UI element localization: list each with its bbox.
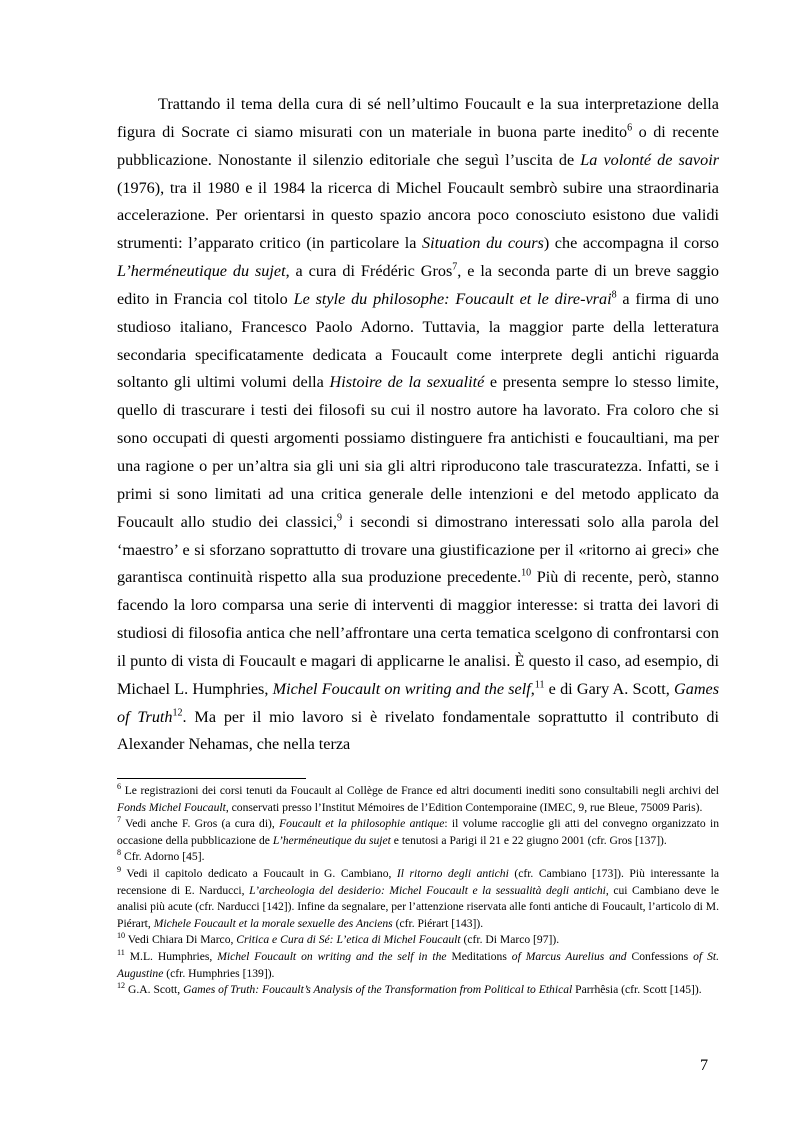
footnote-text: (cfr. Di Marco [97]).	[460, 933, 560, 947]
text-run: o di recente pubblicazione. Nonostante il silenzio editoriale che seguì l’uscita de	[117, 122, 719, 169]
page-number: 7	[700, 1056, 709, 1074]
footnote-number: 8	[117, 848, 122, 858]
footnote-text: : il volume raccoglie gli atti del convegno organizzato in occasione della pubblicazione de	[117, 817, 719, 847]
footnote-text: (cfr. Piérart [143]).	[392, 916, 484, 930]
footnote-separator	[117, 778, 306, 779]
footnote-6	[117, 783, 719, 816]
text-run: , e la seconda parte di un breve saggio edito in Francia col titolo	[117, 262, 719, 308]
footnote-number: 9	[117, 865, 122, 875]
footnote-italic: of Marcus Aurelius and	[511, 949, 627, 963]
footnote-italic: Games of Truth: Foucault’s Analysis of the Transformation from Political to Ethical	[183, 983, 573, 997]
footnote-text: G.A. Scott,	[125, 983, 184, 997]
footnote-number: 11	[117, 948, 125, 958]
text-run: . Ma per il mio lavoro si è rivelato fondamentale soprattutto il contributo di Alexander Nehamas, che nella terza	[117, 707, 719, 754]
title-la-volonte-de-savoir: La volonté de savoir	[580, 150, 719, 169]
body-paragraph	[117, 91, 719, 759]
footnote-text: Confessions	[626, 949, 694, 963]
footnote-text: Vedi il capitolo dedicato a Foucault in G. Cambiano,	[121, 866, 397, 880]
title-hermeneutique-du-sujet: L’herméneutique du sujet	[117, 262, 286, 281]
footnote-ref-12[interactable]: 12	[172, 707, 183, 719]
footnote-italic: L’archeologia del desiderio: Michel Foucault e la sessualità degli antichi	[249, 883, 606, 897]
footnote-number: 6	[117, 782, 122, 792]
footnote-number: 10	[117, 931, 126, 941]
text-run: e di Gary A. Scott,	[544, 679, 675, 698]
footnote-ref-7[interactable]: 7	[452, 261, 458, 273]
footnote-text: (cfr. Cambiano [173]). Più interessante la recensione di E. Narducci,	[117, 866, 719, 897]
footnote-text: e tenutosi a Parigi il 21 e 22 giugno 2001 (cfr. Gros [137]).	[390, 833, 667, 847]
title-histoire-de-la-sexualite: Histoire de la sexualité	[329, 373, 485, 392]
footnote-italic: Foucault et la philosophie antique	[279, 817, 445, 831]
text-run: ,	[530, 679, 535, 698]
footnote-text: (cfr. Humphries [139]).	[163, 966, 275, 980]
footnote-italic: Critica e Cura di Sé: L’etica di Michel Foucault	[236, 933, 461, 947]
footnote-italic: Michel Foucault on writing and the self in the	[217, 949, 447, 963]
text-run: a firma di uno studioso italiano, Francesco Paolo Adorno. Tuttavia, la maggior parte della letteratura secondaria specificatamente dedicata a Foucault come interprete degli antichi riguarda soltanto gli ultimi volumi della	[117, 289, 720, 392]
footnote-8	[117, 849, 719, 866]
footnote-italic: Michele Foucault et la morale sexuelle des Anciens	[153, 916, 393, 930]
footnote-text: Meditations	[446, 949, 512, 963]
footnote-text: Vedi anche F. Gros (a cura di),	[121, 817, 280, 831]
text-run: e presenta sempre lo stesso limite, quello di trascurare i testi dei filosofi su cui il nostro autore ha lavorato. Fra coloro che si sono occupati di questi argomenti possiamo distinguere fra antichisti e foucaultiani, ma per una ragione o per un’altra sia gli uni sia gli altri riproducono tale trascuratezza. Infatti, se i primi si sono limitati ad una critica generale delle intenzioni e del metodo applicato da Foucault allo studio dei classici,	[117, 373, 719, 531]
text-run: i secondi si dimostrano interessati solo alla parola del ‘maestro’ e si sforzano soprattutto di trovare una giustificazione per il «ritorno ai greci» che garantisca continuità rispetto alla sua produzione precedente.	[117, 512, 719, 587]
footnote-11	[117, 949, 719, 982]
footnote-ref-11[interactable]: 11	[534, 679, 545, 691]
title-games-of-truth: Games of Truth	[117, 679, 720, 726]
text-run: , a cura di Frédéric Gros	[285, 262, 453, 281]
footnote-10	[117, 932, 719, 949]
footnote-9	[117, 866, 719, 932]
footnote-text: M.L. Humphries,	[124, 949, 218, 963]
footnote-number: 12	[117, 981, 126, 991]
footnote-italic: Fonds Michel Foucault	[117, 800, 226, 814]
footnote-12	[117, 982, 719, 999]
footnote-text: Vedi Chiara Di Marco,	[125, 933, 237, 947]
footnote-7	[117, 816, 719, 849]
title-situation-du-cours: Situation du cours	[422, 234, 544, 253]
footnote-ref-6[interactable]: 6	[627, 122, 633, 134]
text-run: (1976), tra il 1980 e il 1984 la ricerca di Michel Foucault sembrò subire una straordinaria accelerazione. Per orientarsi in questo spazio ancora poco conosciuto esistono due validi strumenti: l’apparato critico (in particolare la	[117, 178, 719, 253]
title-le-style-du-philosophe: Le style du philosophe: Foucault et le dire-vrai	[293, 289, 612, 308]
footnote-text: Le registrazioni dei corsi tenuti da Foucault al Collège de France ed altri documenti inediti sono consultabili negli archivi del	[121, 784, 719, 797]
footnote-italic: L’herméneutique du sujet	[272, 833, 391, 847]
footnotes-section	[117, 783, 719, 999]
text-run: Trattando il tema della cura di sé nell’ultimo Foucault e la sua interpretazione della figura di Socrate ci siamo misurati con un materiale in buona parte inedito	[117, 95, 719, 141]
footnote-ref-10[interactable]: 10	[521, 567, 532, 579]
footnote-ref-8[interactable]: 8	[611, 289, 617, 301]
text-run: Più di recente, però, stanno facendo la loro comparsa una serie di interventi di maggior interesse: si tratta dei lavori di studiosi di filosofia antica che nell’affrontare una certa tematica scelgono di confrontarsi con il punto di vista di Foucault e magari di applicarne le analisi. È questo il caso, ad esempio, di Michael L. Humphries,	[117, 568, 719, 698]
footnote-text: Parrhêsia (cfr. Scott [145]).	[572, 983, 702, 997]
footnote-italic: of St. Augustine	[117, 949, 719, 980]
footnote-ref-9[interactable]: 9	[337, 512, 343, 524]
footnote-number: 7	[117, 815, 122, 825]
footnote-text: , cui Cambiano deve le analisi più acute (cfr. Narducci [142]). Infine da segnalare, per l’attenzione riservata alle fonti antiche di Foucault, l’articolo di M. Piérart,	[117, 883, 719, 930]
text-run: ) che accompagna il corso	[543, 234, 719, 253]
footnote-text: Cfr. Adorno [45].	[121, 850, 205, 864]
footnote-italic: Il ritorno degli antichi	[396, 866, 509, 880]
title-michel-foucault-on-writing: Michel Foucault on writing and the self	[272, 679, 531, 698]
footnote-text: , conservati presso l’Institut Mémoires de l’Edition Contemporaine (IMEC, 9, rue Bleue, 75009 Paris).	[225, 800, 703, 814]
